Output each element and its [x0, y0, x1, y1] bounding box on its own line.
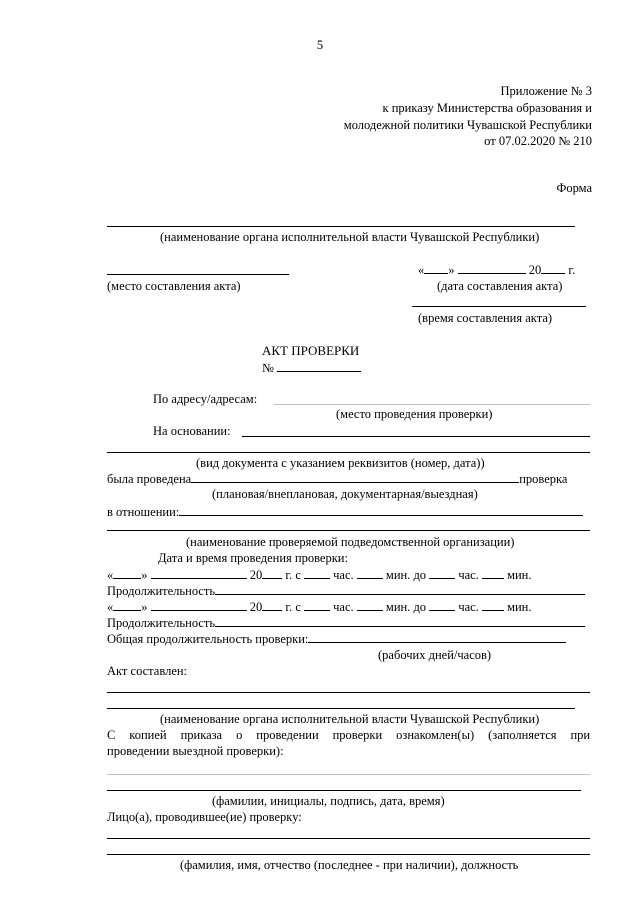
date-year-suffix: г. — [568, 263, 576, 277]
dt2-hours-label: час. — [333, 600, 354, 614]
dt1-min-from-field[interactable] — [357, 567, 383, 579]
date-open-quote: « — [418, 263, 425, 277]
dt1-close-quote: » — [141, 568, 148, 582]
date-day-field[interactable] — [424, 262, 448, 274]
authority-line[interactable] — [107, 226, 575, 227]
basis-caption: (вид документа с указанием реквизитов (номер, дата)) — [196, 456, 485, 470]
address-label: По адресу/адресам: — [153, 392, 258, 406]
time-caption: (время составления акта) — [418, 311, 553, 325]
dt1-day-field[interactable] — [113, 567, 141, 579]
fam-word-5: проведении — [256, 728, 319, 742]
act-number-field[interactable] — [277, 360, 361, 372]
dt2-hour-from-field[interactable] — [304, 599, 330, 611]
dt1-g-s: г. с — [285, 568, 301, 582]
date-month-field[interactable] — [458, 262, 526, 274]
dt2-min-to-field[interactable] — [482, 599, 504, 611]
fam-word-3: приказа — [180, 728, 223, 742]
date-caption: (дата составления акта) — [437, 279, 563, 293]
duration-field-2[interactable] — [215, 615, 585, 627]
date-row — [418, 262, 575, 278]
regarding-row — [107, 504, 583, 520]
basis-line-2[interactable] — [107, 452, 590, 453]
dt1-hour-to-field[interactable] — [429, 567, 455, 579]
fam-word-1: С — [107, 728, 116, 742]
dt1-hours-label-2: час. — [458, 568, 479, 582]
dt1-year-prefix: 20 — [249, 568, 263, 582]
appendix-line-1: Приложение № 3 — [500, 84, 592, 98]
act-number-sign: № — [262, 361, 274, 375]
place-line[interactable] — [107, 274, 289, 275]
time-line[interactable] — [412, 306, 586, 307]
dt2-close-quote: » — [141, 600, 148, 614]
fam-word-8: (заполняется — [488, 728, 557, 742]
total-duration-label: Общая продолжительность проверки: — [107, 632, 309, 646]
compiled-line-1[interactable] — [107, 692, 590, 693]
total-duration-field[interactable] — [308, 631, 566, 643]
total-duration-row — [107, 631, 566, 647]
address-caption: (место проведения проверки) — [336, 407, 493, 421]
familiarized-field-2[interactable] — [107, 790, 581, 791]
address-line[interactable] — [274, 404, 590, 405]
fam-word-2: копией — [129, 728, 167, 742]
dt1-minutes-label: мин. — [507, 568, 532, 582]
duration-label-1: Продолжительность — [107, 584, 216, 598]
basis-label: На основании: — [153, 424, 231, 438]
authority-caption: (наименование органа исполнительной власти Чувашской Республики) — [160, 230, 540, 244]
persons-caption: (фамилия, имя, отчество (последнее - при наличии), должность — [180, 858, 519, 872]
dt2-hours-label-2: час. — [458, 600, 479, 614]
duration-row-2 — [107, 615, 585, 631]
dt1-year-field[interactable] — [262, 567, 282, 579]
regarding-field[interactable] — [179, 504, 583, 516]
conducted-label: была проведена — [107, 472, 192, 486]
act-title: АКТ ПРОВЕРКИ — [262, 343, 360, 358]
dt1-hours-label: час. — [333, 568, 354, 582]
datetime-row-2 — [107, 599, 532, 615]
datetime-label: Дата и время проведения проверки: — [158, 551, 348, 565]
fam-word-6: проверки — [332, 728, 383, 742]
regarding-label: в отношении: — [107, 505, 180, 519]
appendix-line-2: к приказу Министерства образования и — [382, 101, 592, 115]
persons-field-1[interactable] — [107, 838, 590, 839]
dt1-min-to-label: мин. до — [385, 568, 427, 582]
date-year-field[interactable] — [541, 262, 565, 274]
dt2-hour-to-field[interactable] — [429, 599, 455, 611]
date-year-prefix: 20 — [528, 263, 542, 277]
total-duration-caption: (рабочих дней/часов) — [378, 648, 492, 662]
dt1-hour-from-field[interactable] — [304, 567, 330, 579]
familiarized-field-1[interactable] — [107, 774, 590, 775]
dt2-minutes-label: мин. — [507, 600, 532, 614]
dt2-year-prefix: 20 — [249, 600, 263, 614]
duration-label-2: Продолжительность — [107, 616, 216, 630]
datetime-row-1 — [107, 567, 532, 583]
page-number: 5 — [316, 38, 324, 52]
duration-field-1[interactable] — [215, 583, 585, 595]
appendix-line-3: молодежной политики Чувашской Республики — [343, 118, 592, 132]
dt2-min-to-label: мин. до — [385, 600, 427, 614]
dt1-month-field[interactable] — [151, 567, 247, 579]
fam-word-7: ознакомлен(ы) — [396, 728, 475, 742]
place-caption: (место составления акта) — [107, 279, 241, 293]
form-label: Форма — [556, 181, 592, 195]
regarding-line-2[interactable] — [107, 530, 590, 531]
familiarized-line-1 — [107, 728, 590, 743]
conducted-suffix: проверка — [519, 472, 568, 486]
conducted-field[interactable] — [191, 471, 519, 483]
conducted-row — [107, 471, 567, 487]
persons-label: Лицо(а), проводившее(ие) проверку: — [107, 810, 302, 824]
compiled-line-2[interactable] — [107, 708, 575, 709]
dt2-open-quote: « — [107, 600, 114, 614]
conducted-caption: (плановая/внеплановая, документарная/выездная) — [212, 487, 478, 501]
familiarized-line-2: проведении выездной проверки): — [107, 744, 284, 758]
compiled-caption: (наименование органа исполнительной власти Чувашской Республики) — [160, 712, 540, 726]
dt1-min-to-field[interactable] — [482, 567, 504, 579]
compiled-label: Акт составлен: — [107, 664, 188, 678]
regarding-caption: (наименование проверяемой подведомственной организации) — [186, 535, 515, 549]
familiarized-caption: (фамилии, инициалы, подпись, дата, время) — [212, 794, 445, 808]
basis-line[interactable] — [242, 436, 590, 437]
fam-word-9: при — [570, 728, 591, 742]
dt2-g-s: г. с — [285, 600, 301, 614]
persons-field-2[interactable] — [107, 854, 590, 855]
dt2-month-field[interactable] — [151, 599, 247, 611]
dt2-year-field[interactable] — [262, 599, 282, 611]
date-close-quote: » — [448, 263, 455, 277]
appendix-line-4: от 07.02.2020 № 210 — [484, 134, 592, 148]
dt2-min-from-field[interactable] — [357, 599, 383, 611]
dt2-day-field[interactable] — [113, 599, 141, 611]
fam-word-4: о — [236, 728, 243, 742]
dt1-open-quote: « — [107, 568, 114, 582]
act-number-row — [262, 360, 361, 376]
duration-row-1 — [107, 583, 585, 599]
